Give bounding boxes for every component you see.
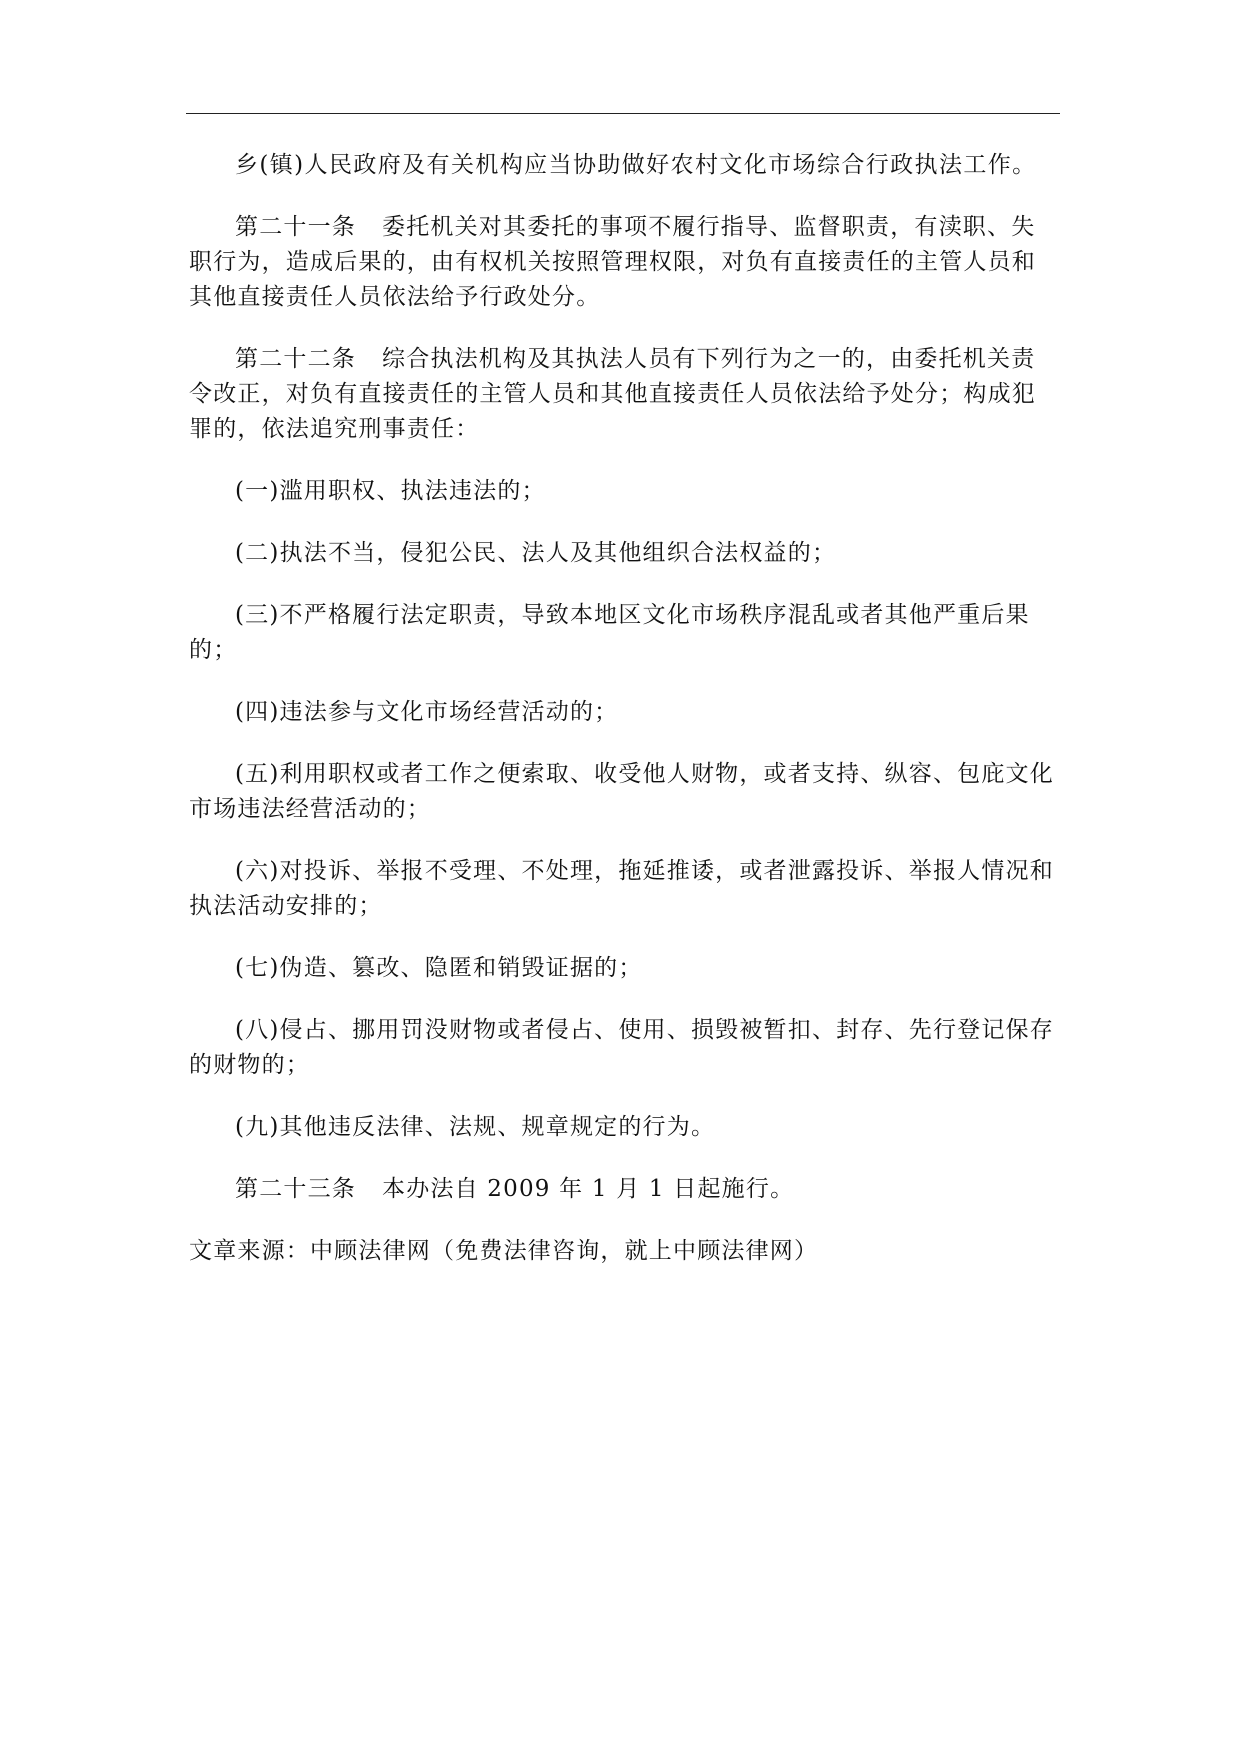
list-item-4 xyxy=(189,695,1057,730)
source-line: 文章来源：中顾法律网（免费法律咨询，就上中顾法律网） xyxy=(189,1238,819,1264)
document-body xyxy=(189,148,1057,1269)
paragraph-text: 本办法自 2009 年 1 月 1 日起施行。 xyxy=(382,1176,795,1202)
list-item-9 xyxy=(189,1110,1057,1145)
list-item-text: (八)侵占、挪用罚没财物或者侵占、使用、损毁被暂扣、封存、先行登记保存的财物的； xyxy=(189,1017,1054,1078)
list-item-text: (三)不严格履行法定职责，导致本地区文化市场秩序混乱或者其他严重后果的； xyxy=(189,602,1030,663)
list-item-text: (二)执法不当，侵犯公民、法人及其他组织合法权益的； xyxy=(235,540,837,566)
paragraph-text: 委托机关对其委托的事项不履行指导、监督职责，有渎职、失职行为，造成后果的，由有权机关按照管理权限，对负有直接责任的主管人员和其他直接责任人员依法给予行政处分。 xyxy=(189,214,1036,310)
list-item-6 xyxy=(189,854,1057,924)
list-item-1 xyxy=(189,474,1057,509)
list-item-3 xyxy=(189,598,1057,668)
list-item-text: (一)滥用职权、执法违法的； xyxy=(235,478,546,504)
article-number: 第二十三条 xyxy=(235,1176,356,1202)
list-item-text: (七)伪造、篡改、隐匿和销毁证据的； xyxy=(235,955,643,981)
list-item-8 xyxy=(189,1013,1057,1083)
list-item-text: (九)其他违反法律、法规、规章规定的行为。 xyxy=(235,1114,716,1140)
list-item-7 xyxy=(189,951,1057,986)
paragraph-article-22 xyxy=(189,342,1057,447)
list-item-2 xyxy=(189,536,1057,571)
header-rule xyxy=(186,113,1060,114)
article-number: 第二十一条 xyxy=(235,214,356,240)
paragraph-article-21 xyxy=(189,210,1057,315)
paragraph-text: 乡(镇)人民政府及有关机构应当协助做好农村文化市场综合行政执法工作。 xyxy=(235,152,1037,178)
list-item-5 xyxy=(189,757,1057,827)
list-item-text: (五)利用职权或者工作之便索取、收受他人财物，或者支持、纵容、包庇文化市场违法经营活动的； xyxy=(189,761,1054,822)
paragraph-text: 综合执法机构及其执法人员有下列行为之一的，由委托机关责令改正，对负有直接责任的主管人员和其他直接责任人员依法给予处分；构成犯罪的，依法追究刑事责任： xyxy=(189,346,1036,442)
paragraph-article-23 xyxy=(189,1172,1057,1207)
paragraph-township-assist xyxy=(189,148,1057,183)
list-item-text: (四)违法参与文化市场经营活动的； xyxy=(235,699,619,725)
list-item-text: (六)对投诉、举报不受理、不处理，拖延推诿，或者泄露投诉、举报人情况和执法活动安排的； xyxy=(189,858,1054,919)
article-number: 第二十二条 xyxy=(235,346,356,372)
